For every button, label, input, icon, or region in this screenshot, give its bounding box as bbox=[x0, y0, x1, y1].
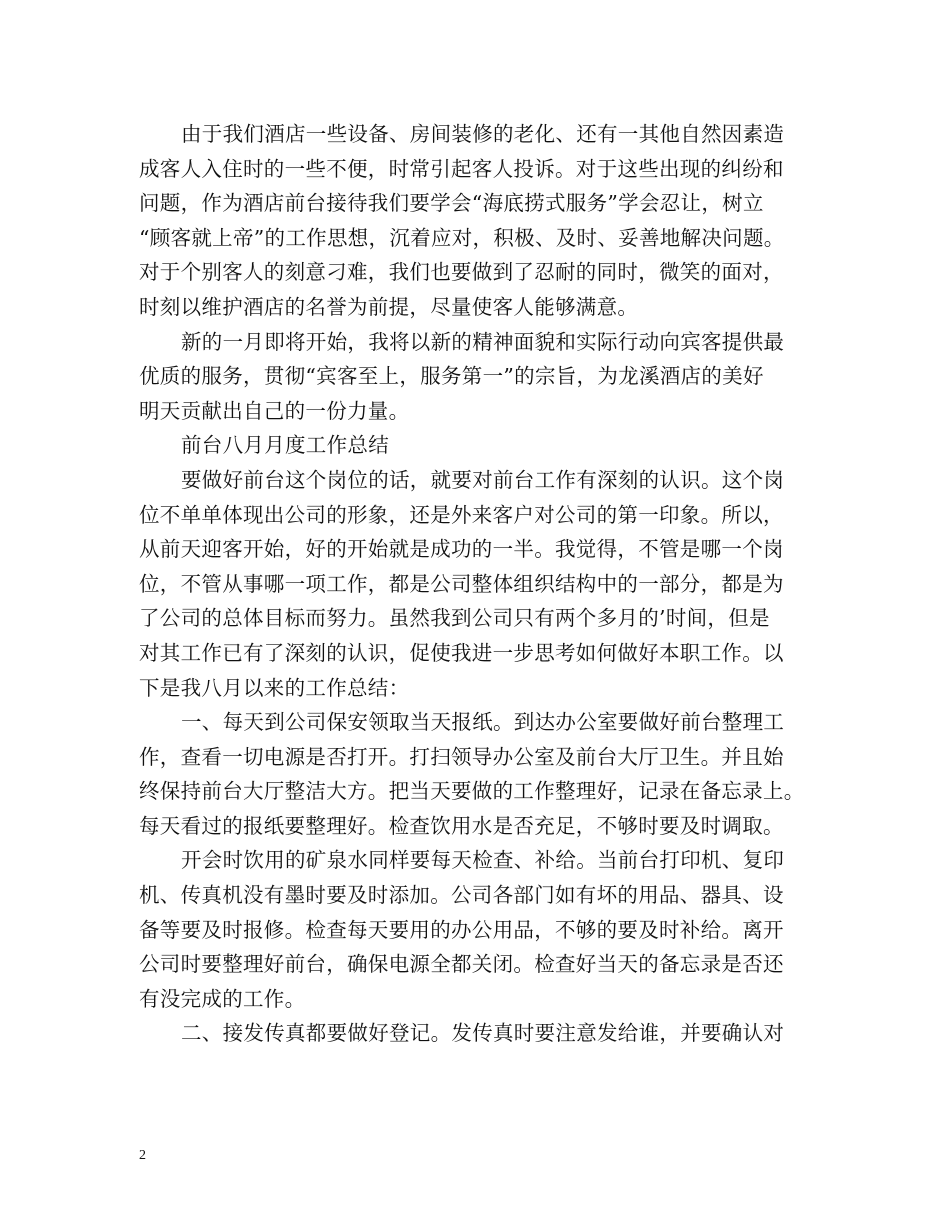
text-line: 优质的服务，贯彻“宾客至上，服务第一”的宗旨，为龙溪酒店的美好 bbox=[139, 364, 764, 389]
text-line: 时刻以维护酒店的名誉为前提，尽量使客人能够满意。 bbox=[139, 294, 639, 319]
text-line: 公司时要整理好前台，确保电源全都关闭。检查好当天的备忘录是否还 bbox=[139, 952, 784, 977]
text-line: 位，不管从事哪一项工作，都是公司整体组织结构中的一部分，都是为 bbox=[139, 571, 784, 596]
section-heading: 前台八月月度工作总结 bbox=[181, 433, 389, 458]
text-line: 一、每天到公司保安领取当天报纸。到达办公室要做好前台整理工 bbox=[181, 710, 785, 735]
text-line: 有没完成的工作。 bbox=[139, 986, 306, 1011]
text-line: 明天贡献出自己的一份力量。 bbox=[139, 398, 410, 423]
text-line: 位不单单体现出公司的形象，还是外来客户对公司的第一印象。所以， bbox=[139, 502, 784, 527]
page-number: 2 bbox=[139, 1148, 146, 1163]
text-line: 新的一月即将开始，我将以新的精神面貌和实际行动向宾客提供最 bbox=[181, 329, 785, 354]
text-line: 了公司的总体目标而努力。虽然我到公司只有两个多月的’时间，但是 bbox=[139, 606, 770, 631]
text-line: 每天看过的报纸要整理好。检查饮用水是否充足，不够时要及时调取。 bbox=[139, 813, 784, 838]
text-line: 作，查看一切电源是否打开。打扫领导办公室及前台大厅卫生。并且始 bbox=[139, 744, 784, 769]
text-line: 对其工作已有了深刻的认识，促使我进一步思考如何做好本职工作。以 bbox=[139, 640, 784, 665]
text-line: 问题，作为酒店前台接待我们要学会“海底捞式服务”学会忍让，树立 bbox=[139, 191, 764, 216]
text-line: 开会时饮用的矿泉水同样要每天检查、补给。当前台打印机、复印 bbox=[181, 848, 785, 873]
text-line: 对于个别客人的刻意刁难，我们也要做到了忍耐的同时，微笑的面对， bbox=[139, 260, 784, 285]
text-line: 机、传真机没有墨时要及时添加。公司各部门如有坏的用品、器具、设 bbox=[139, 883, 784, 908]
text-line: 二、接发传真都要做好登记。发传真时要注意发给谁，并要确认对 bbox=[181, 1021, 785, 1046]
document-body bbox=[139, 117, 829, 1051]
text-line: 备等要及时报修。检查每天要用的办公用品，不够的要及时补给。离开 bbox=[139, 917, 784, 942]
text-line: 下是我八月以来的工作总结： bbox=[139, 675, 410, 700]
text-line: 从前天迎客开始，好的开始就是成功的一半。我觉得，不管是哪一个岗 bbox=[139, 537, 784, 562]
text-line: 要做好前台这个岗位的话，就要对前台工作有深刻的认识。这个岗 bbox=[181, 467, 785, 492]
text-line: 终保持前台大厅整洁大方。把当天要做的工作整理好，记录在备忘录上。 bbox=[139, 779, 805, 804]
text-line: 由于我们酒店一些设备、房间装修的老化、还有一其他自然因素造 bbox=[181, 122, 785, 146]
text-line: “顾客就上帝”的工作思想，沉着应对，积极、及时、妥善地解决问题。 bbox=[139, 225, 785, 250]
text-line: 成客人入住时的一些不便，时常引起客人投诉。对于这些出现的纠纷和 bbox=[139, 156, 784, 181]
